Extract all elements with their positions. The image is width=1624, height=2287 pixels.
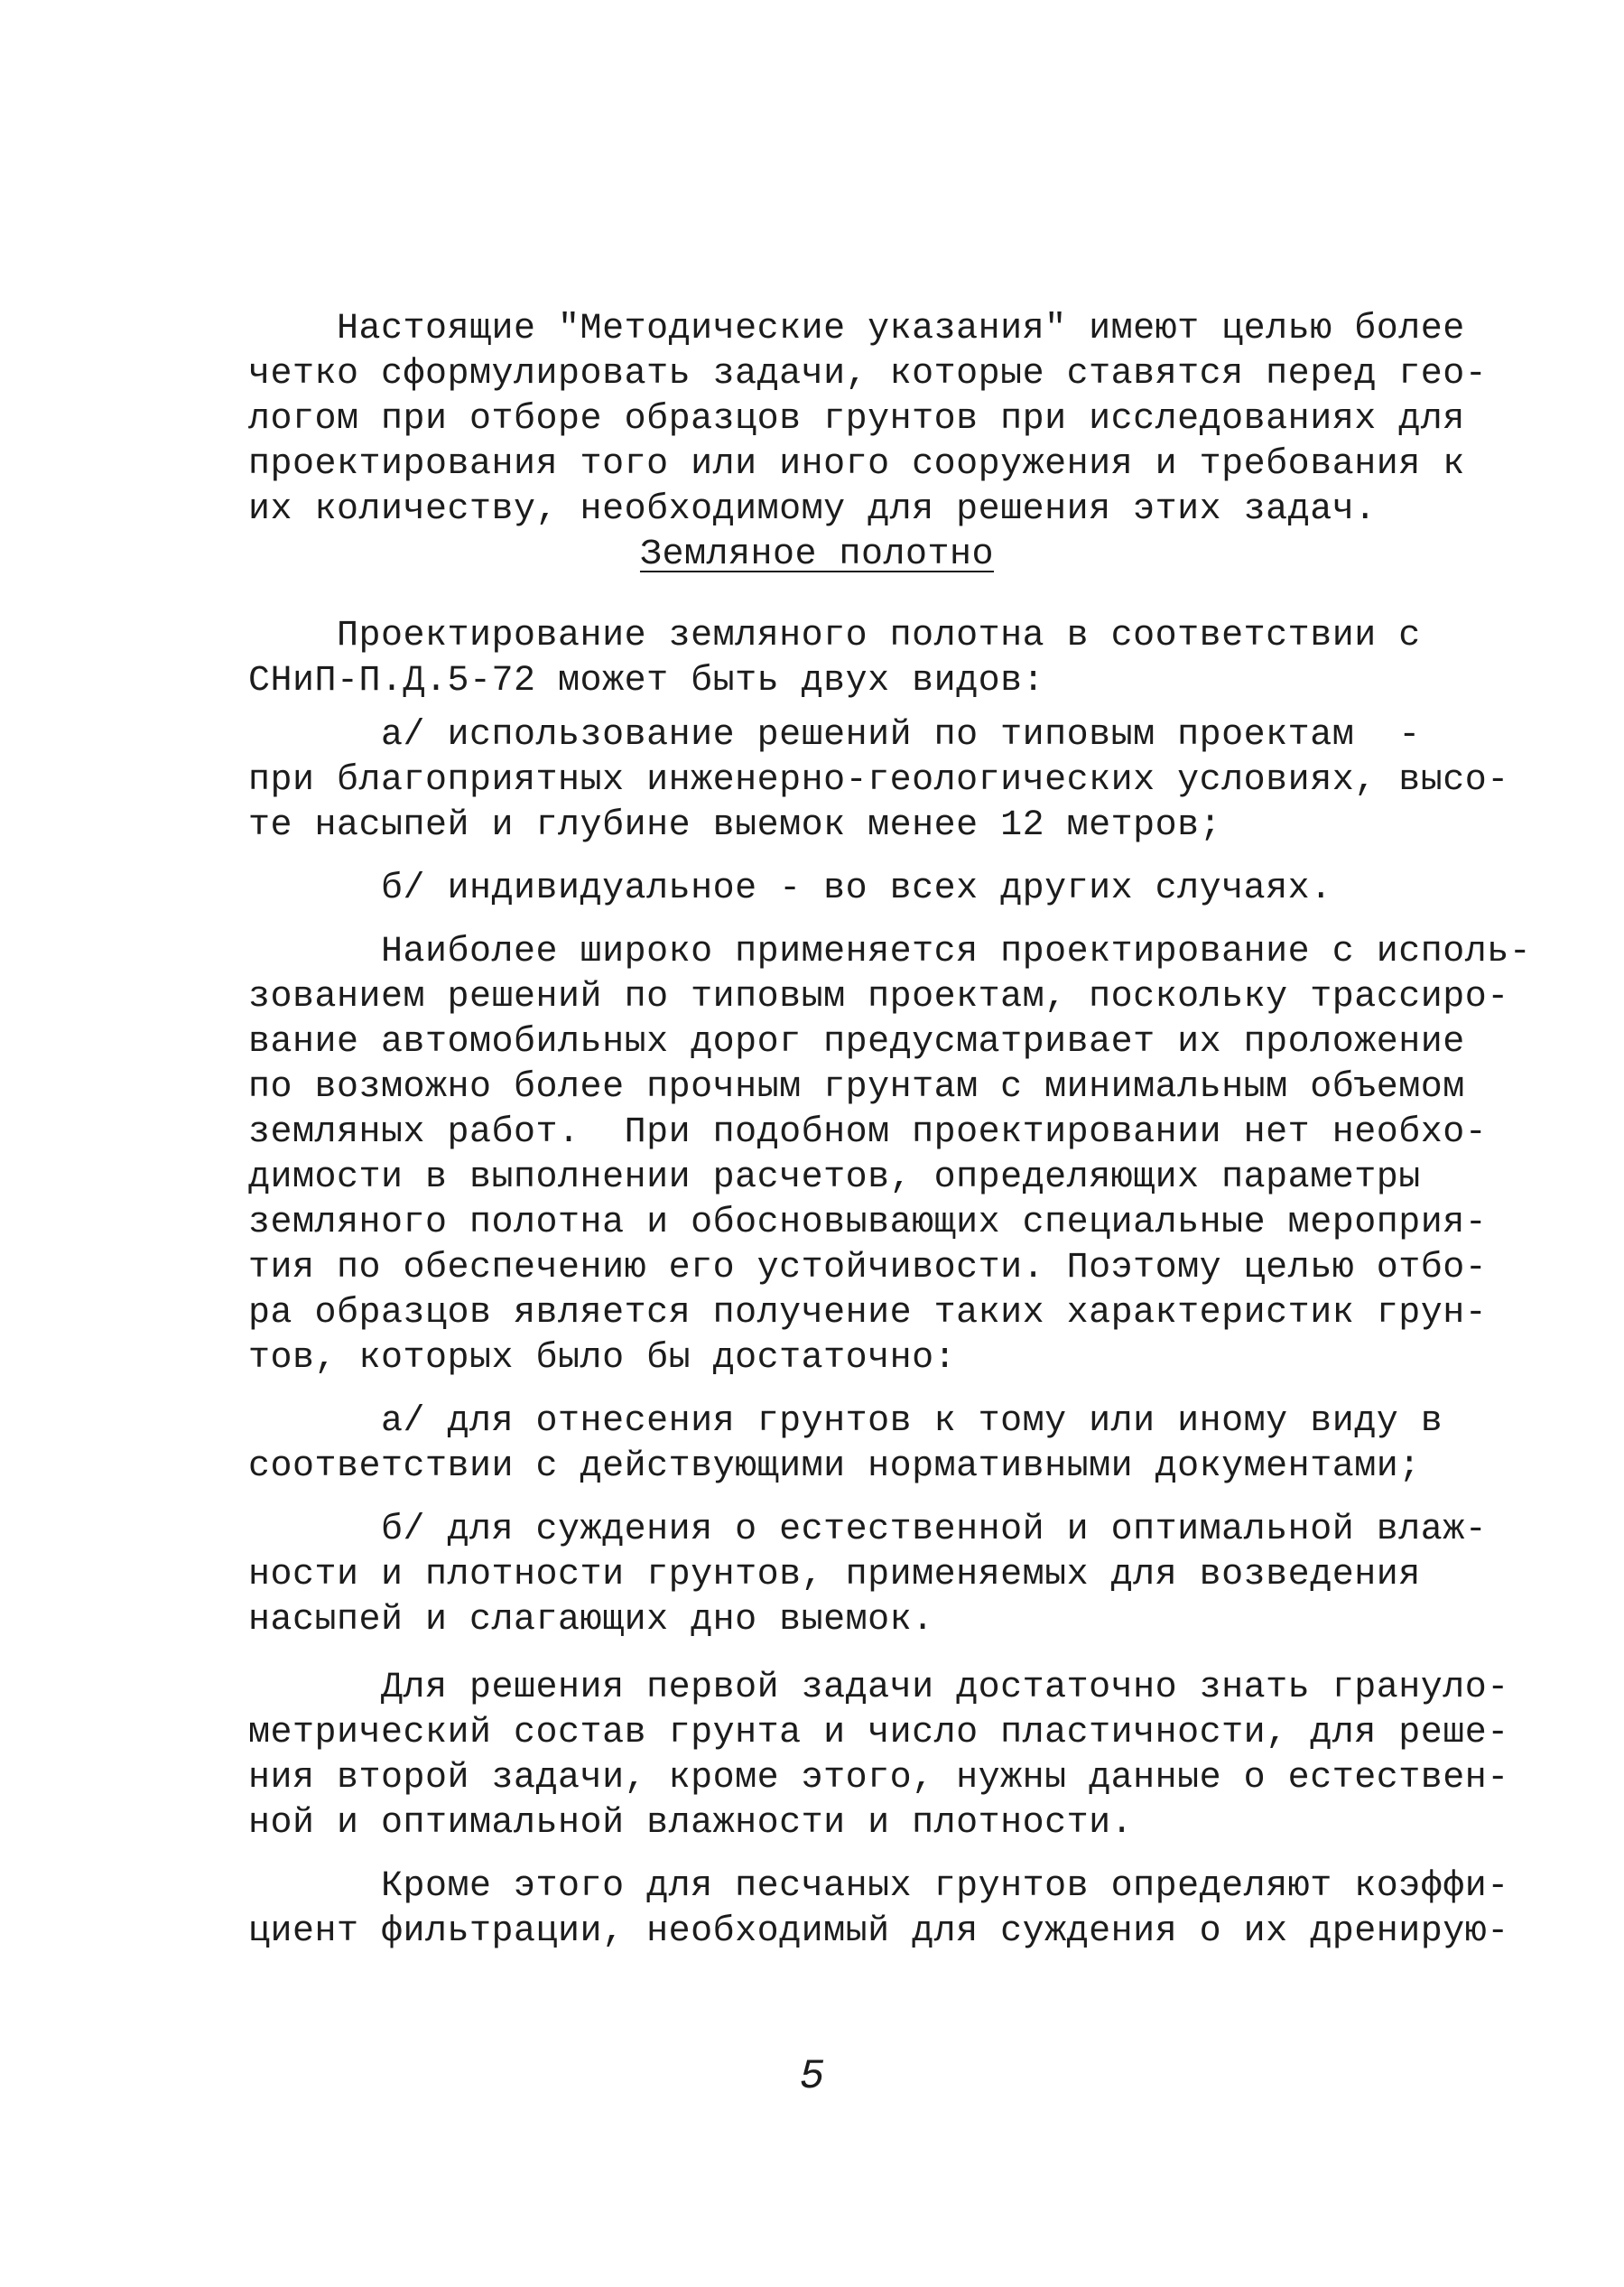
- text-line: тов, которых было бы достаточно:: [248, 1338, 957, 1379]
- text-line: ния второй задачи, кроме этого, нужны данные о естествен-: [248, 1758, 1509, 1799]
- page-number: 5: [799, 2053, 825, 2100]
- text-line: насыпей и слагающих дно выемок.: [248, 1600, 934, 1641]
- design-intro-paragraph: [248, 614, 1421, 704]
- design-option-b: [248, 867, 1386, 912]
- text-line: Для решения первой задачи достаточно знать грануло-: [248, 1668, 1509, 1708]
- text-line: Наиболее широко применяется проектирование с исполь-: [248, 932, 1532, 972]
- text-line: метрический состав грунта и число пластичности, для реше-: [248, 1713, 1509, 1753]
- text-line: зованием решений по типовым проектам, поскольку трассиро-: [248, 977, 1509, 1018]
- text-line: земляных работ. При подобном проектировании нет необхо-: [248, 1112, 1488, 1153]
- text-line: земляного полотна и обосновывающих специальные мероприя-: [248, 1203, 1488, 1243]
- first-task-paragraph: [248, 1666, 1509, 1846]
- text-line: Проектирование земляного полотна в соответствии с: [248, 616, 1421, 656]
- section-heading-block: [248, 533, 1386, 578]
- sandy-soils-paragraph: [248, 1864, 1509, 1955]
- text-line: ра образцов является получение таких характеристик грун-: [248, 1293, 1488, 1334]
- text-line: б/ индивидуальное - во всех других случаях.: [248, 869, 1332, 909]
- text-line: б/ для суждения о естественной и оптимальной влаж-: [248, 1510, 1488, 1550]
- text-line: Настоящие "Методические указания" имеют целью более: [248, 309, 1465, 349]
- text-line: четко сформулировать задачи, которые ставятся перед гео-: [248, 354, 1488, 395]
- text-line: вание автомобильных дорог предусматривает их проложение: [248, 1022, 1465, 1063]
- intro-paragraph: [248, 307, 1488, 533]
- text-line: соответствии с действующими нормативными документами;: [248, 1446, 1421, 1487]
- text-line: по возможно более прочным грунтам с минимальным объемом: [248, 1067, 1465, 1108]
- text-line: ности и плотности грунтов, применяемых для возведения: [248, 1555, 1421, 1595]
- text-line: димости в выполнении расчетов, определяющих параметры: [248, 1157, 1421, 1198]
- text-line: ной и оптимальной влажности и плотности.: [248, 1803, 1134, 1844]
- text-line: те насыпей и глубине выемок менее 12 метров;: [248, 805, 1222, 846]
- design-option-a: [248, 713, 1509, 849]
- purpose-a: [248, 1399, 1443, 1490]
- text-line: а/ использование решений по типовым проектам -: [248, 715, 1421, 756]
- text-line: а/ для отнесения грунтов к тому или иному виду в: [248, 1401, 1443, 1442]
- section-title: Земляное полотно: [639, 535, 995, 575]
- text-line: логом при отборе образцов грунтов при исследованиях для: [248, 399, 1465, 440]
- text-line: СНиП-П.Д.5-72 может быть двух видов:: [248, 661, 1045, 702]
- typical-design-paragraph: [248, 930, 1532, 1381]
- text-line: циент фильтрации, необходимый для суждения о их дренирую-: [248, 1911, 1509, 1952]
- text-line: тия по обеспечению его устойчивости. Поэтому целью отбо-: [248, 1248, 1488, 1288]
- text-line: проектирования того или иного сооружения и требования к: [248, 444, 1465, 485]
- text-line: их количеству, необходимому для решения этих задач.: [248, 489, 1377, 530]
- text-line: Кроме этого для песчаных грунтов определяют коэффи-: [248, 1866, 1509, 1907]
- text-line: при благоприятных инженерно-геологических условиях, высо-: [248, 760, 1509, 801]
- purpose-b: [248, 1508, 1488, 1643]
